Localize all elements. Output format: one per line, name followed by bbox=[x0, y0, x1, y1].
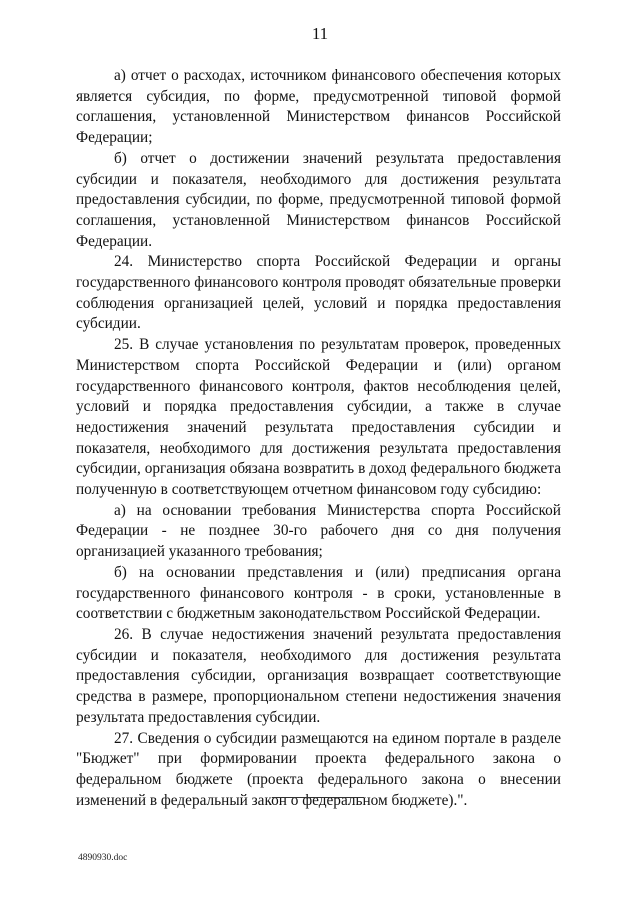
paragraph-report-expenses: а) отчет о расходах, источником финансового обеспечения которых является субсидия, по форме, предусмотренной типовой формой соглашения, установленной Министерством финансов Российской Федерации; bbox=[76, 67, 561, 147]
paragraph-25-refund: 25. В случае установления по результатам проверок, проведенных Министерством спорта Российской Федерации и (или) органом государственного финансового контроля, фактов несоблюдения целей, условий и порядка предоставления субсидии, а также в случае недостижения значений результата предоставления субсидии и показателя, необходимого для достижения результата предоставления субсидии, организация обязана возвратить в доход федерального бюджета полученную в соответствующем отчетном финансовом году субсидию: bbox=[76, 336, 561, 499]
paragraph-25b-control-order: б) на основании представления и (или) предписания органа государственного финансового контроля - в сроки, установленные в соответствии с бюджетным законодательством Российской Федерации. bbox=[76, 563, 561, 623]
document-body bbox=[76, 66, 561, 811]
paragraph-24-inspections: 24. Министерство спорта Российской Федерации и органы государственного финансового контроля проводят обязательные проверки соблюдения организацией целей, условий и порядка предоставления субсидии. bbox=[76, 253, 561, 333]
paragraph-27-portal-publication: 27. Сведения о субсидии размещаются на едином портале в разделе "Бюджет" при формировании проекта федерального закона о федеральном бюджете (проекта федерального закона о внесении изменений в федеральный закон о федеральном бюджете).". bbox=[76, 729, 561, 809]
paragraph-26-proportional-refund: 26. В случае недостижения значений результата предоставления субсидии и показателя, необходимого для достижения результата предоставления субсидии, организация возвращает соответствующие средства в размере, пропорциональном степени недостижения значения результата предоставления субсидии. bbox=[76, 625, 561, 726]
file-reference: 4890930.doc bbox=[78, 853, 128, 863]
paragraph-report-results: б) отчет о достижении значений результата предоставления субсидии и показателя, необходимого для достижения результата предоставления субсидии, по форме, предусмотренной типовой формой соглашения, установленной Министерством финансов Российской Федерации. bbox=[76, 149, 561, 250]
end-of-text-divider bbox=[272, 797, 364, 798]
paragraph-25a-ministry-demand: а) на основании требования Министерства спорта Российской Федерации - не позднее 30-го рабочего дня со дня получения организацией указанного требования; bbox=[76, 501, 561, 561]
page-number: 11 bbox=[311, 24, 329, 43]
